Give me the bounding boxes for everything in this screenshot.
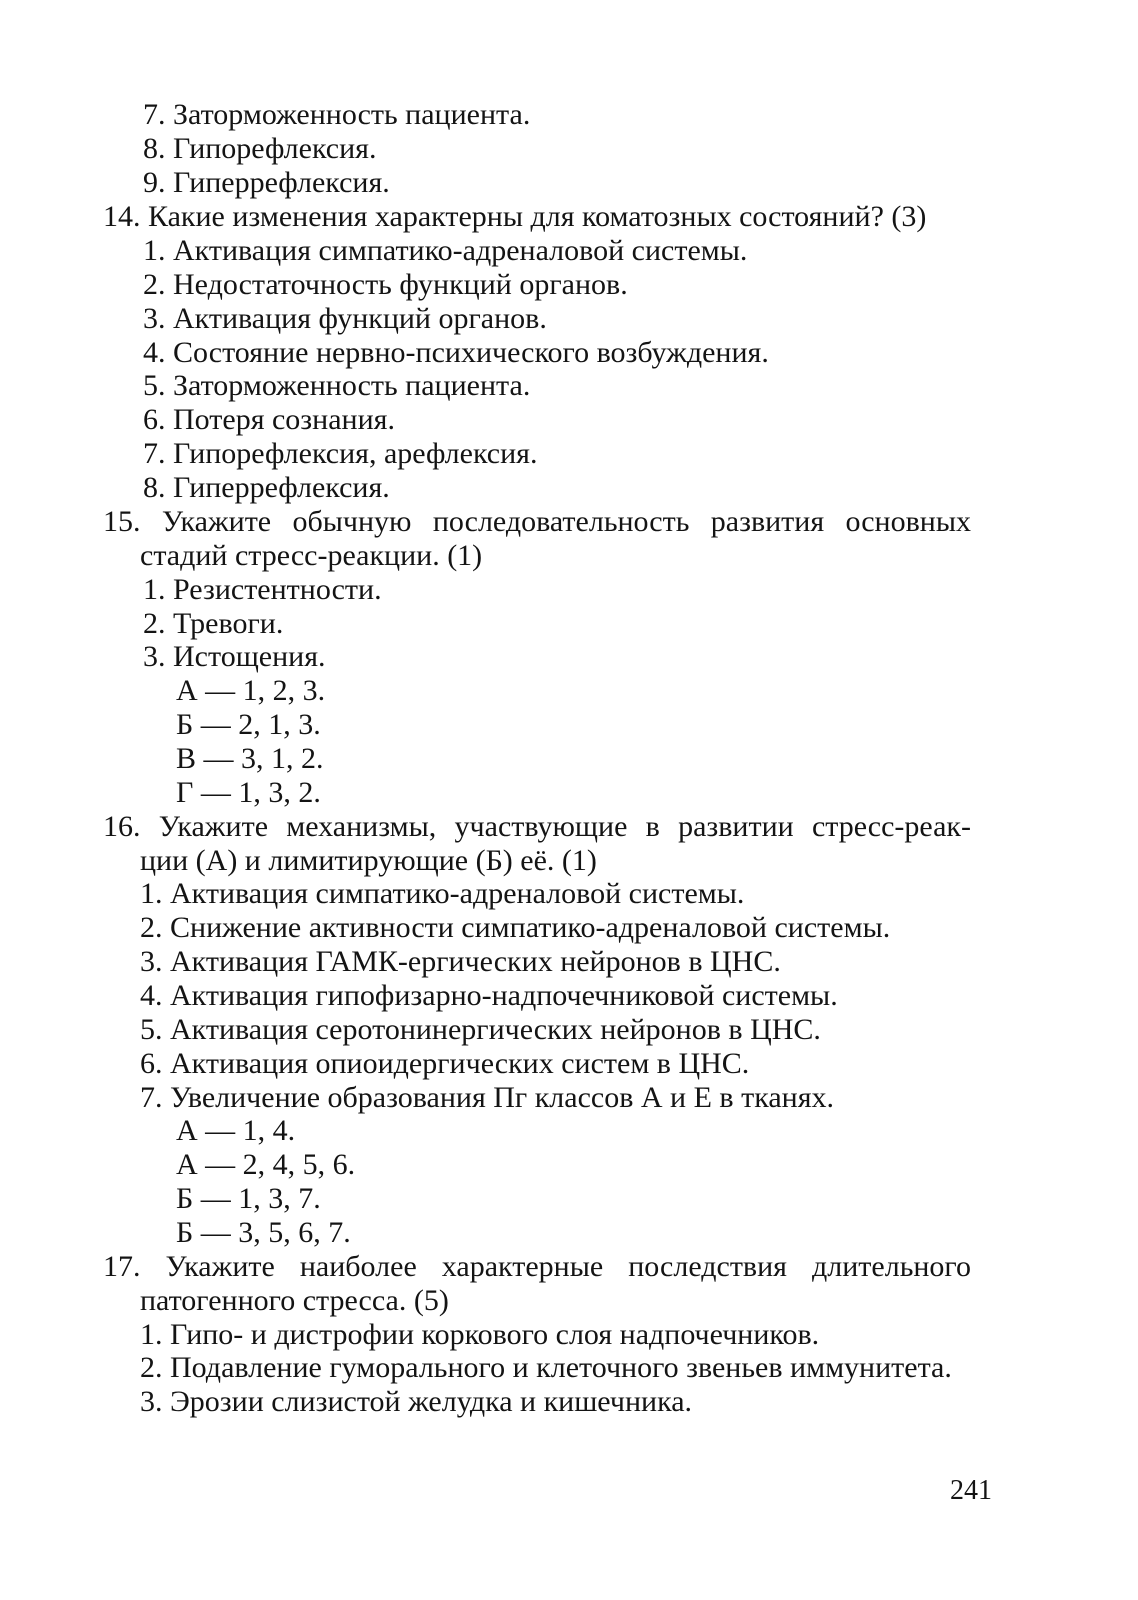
q16-answer-a1: А — 1, 4.	[176, 1114, 296, 1147]
q13-option-7: 7. Заторможенность пациента.	[143, 98, 531, 131]
question-15-cont: стадий стресс-реакции. (1)	[140, 539, 483, 572]
q14-option-3: 3. Активация функций органов.	[143, 302, 547, 335]
question-17-cont: патогенного стресса. (5)	[140, 1284, 449, 1317]
question-17: 17. Укажите наиболее характерные последствия длительного	[103, 1250, 971, 1283]
q16-answer-b2: Б — 3, 5, 6, 7.	[176, 1216, 351, 1249]
q16-answer-b1: Б — 1, 3, 7.	[176, 1182, 321, 1215]
q16-option-2: 2. Снижение активности симпатико-адреналовой системы.	[140, 911, 891, 944]
q15-answer-g: Г — 1, 3, 2.	[176, 776, 321, 809]
question-14: 14. Какие изменения характерны для коматозных состояний? (3)	[103, 200, 927, 233]
q14-option-1: 1. Активация симпатико-адреналовой системы.	[143, 234, 748, 267]
q17-option-3: 3. Эрозии слизистой желудка и кишечника.	[140, 1385, 693, 1418]
q15-answer-b: Б — 2, 1, 3.	[176, 708, 321, 741]
q15-option-3: 3. Истощения.	[143, 640, 326, 673]
q14-option-4: 4. Состояние нервно-психического возбуждения.	[143, 336, 769, 369]
q16-option-4: 4. Активация гипофизарно-надпочечниковой системы.	[140, 979, 838, 1012]
question-15: 15. Укажите обычную последовательность развития основных	[103, 505, 971, 538]
q16-option-7: 7. Увеличение образования Пг классов А и Е в тканях.	[140, 1081, 834, 1114]
q16-option-1: 1. Активация симпатико-адреналовой системы.	[140, 877, 745, 910]
q14-option-8: 8. Гиперрефлексия.	[143, 471, 390, 504]
q14-option-5: 5. Заторможенность пациента.	[143, 369, 531, 402]
q15-option-2: 2. Тревоги.	[143, 607, 284, 640]
q15-option-1: 1. Резистентности.	[143, 573, 382, 606]
q13-option-8: 8. Гипорефлексия.	[143, 132, 377, 165]
q13-option-9: 9. Гиперрефлексия.	[143, 166, 390, 199]
q14-option-2: 2. Недостаточность функций органов.	[143, 268, 628, 301]
q15-answer-a: А — 1, 2, 3.	[176, 674, 326, 707]
q14-option-6: 6. Потеря сознания.	[143, 403, 395, 436]
q17-option-2: 2. Подавление гуморального и клеточного звеньев иммунитета.	[140, 1351, 952, 1384]
q16-option-6: 6. Активация опиоидергических систем в ЦНС.	[140, 1047, 750, 1080]
q14-option-7: 7. Гипорефлексия, арефлексия.	[143, 437, 538, 470]
q16-option-3: 3. Активация ГАМК-ергических нейронов в ЦНС.	[140, 945, 781, 978]
q17-option-1: 1. Гипо- и дистрофии коркового слоя надпочечников.	[140, 1318, 820, 1351]
question-16: 16. Укажите механизмы, участвующие в развитии стресс-реак-	[103, 810, 971, 843]
q16-answer-a2: А — 2, 4, 5, 6.	[176, 1148, 356, 1181]
page-number: 241	[950, 1475, 992, 1506]
q16-option-5: 5. Активация серотонинергических нейронов в ЦНС.	[140, 1013, 821, 1046]
q15-answer-v: В — 3, 1, 2.	[176, 742, 324, 775]
question-16-cont: ции (А) и лимитирующие (Б) её. (1)	[140, 844, 597, 877]
